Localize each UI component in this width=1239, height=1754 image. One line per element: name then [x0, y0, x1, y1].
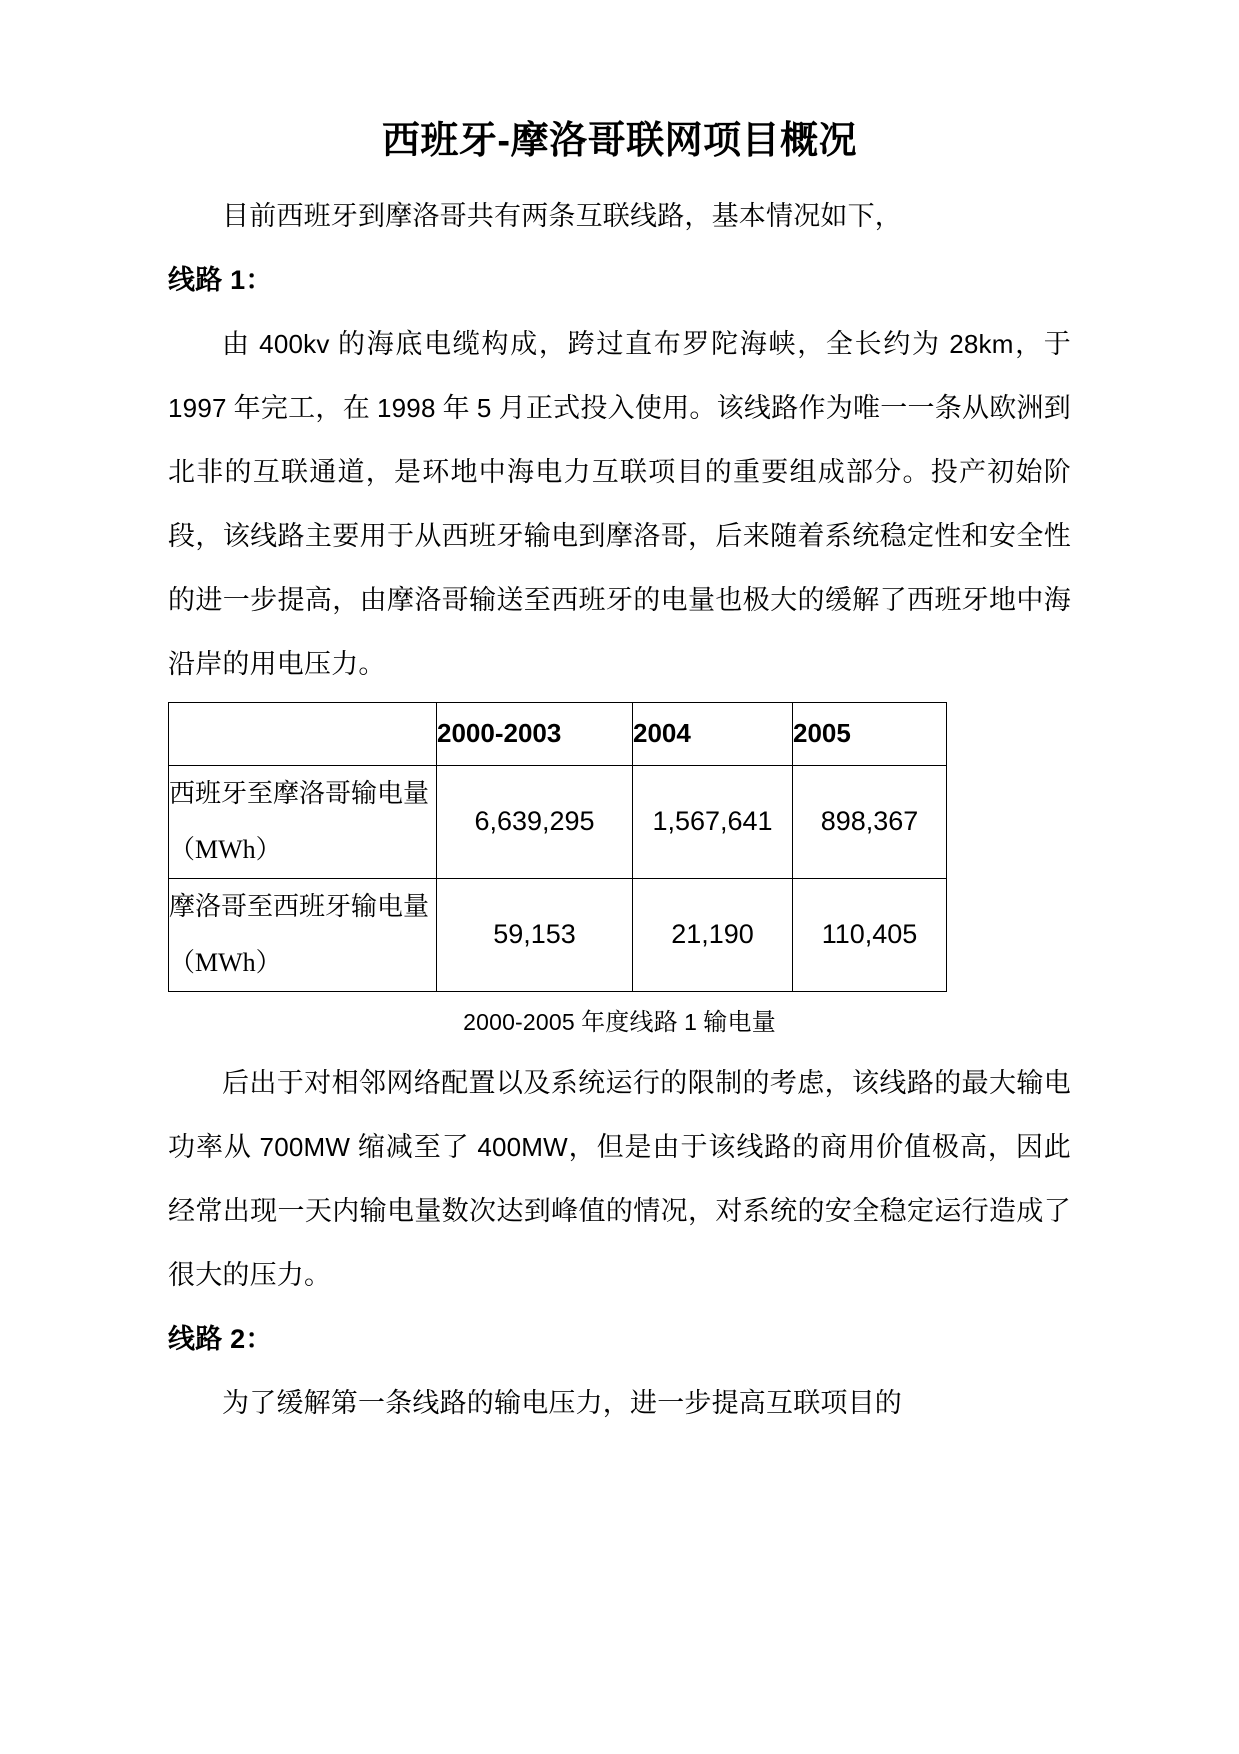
table-caption: 2000-2005 年度线路 1 输电量	[463, 1008, 776, 1036]
table-header-row	[169, 702, 947, 765]
section-1-paragraph: 由 400kv 的海底电缆构成，跨过直布罗陀海峡，全长约为 28km，于 1997 年完工，在 1998 年 5 月正式投入使用。该线路作为唯一一条从欧洲到北非的互联通道，是环地中海电力互联项目的重要组成部分。投产初始阶段，该线路主要用于从西班牙输电到摩洛哥，后来随着系统稳定性和安全性的进一步提高，由摩洛哥输送至西班牙的电量也极大的缓解了西班牙地中海沿岸的用电压力。	[168, 328, 1071, 679]
cell-spain-to-morocco-2004: 1,567,641	[633, 765, 793, 878]
section-heading-line-2: 线路 2：	[168, 1323, 273, 1354]
table-corner-cell	[169, 702, 437, 765]
page-title: 西班牙-摩洛哥联网项目概况	[381, 120, 858, 162]
transmission-table-wrapper	[168, 702, 1071, 992]
latin-run: 1	[684, 1008, 698, 1035]
cell-spain-to-morocco-2000-2003: 6,639,295	[437, 765, 633, 878]
latin-run: 700MW	[259, 1131, 351, 1162]
row-label-morocco-to-spain: 摩洛哥至西班牙输电量（MWh）	[169, 878, 437, 991]
table-row	[169, 765, 947, 878]
latin-run: 400MW	[477, 1131, 568, 1162]
section-2-paragraph: 为了缓解第一条线路的输电压力，进一步提高互联项目的	[222, 1387, 902, 1418]
cell-morocco-to-spain-2000-2003: 59,153	[437, 878, 633, 991]
latin-run: 2000-2005	[463, 1008, 575, 1035]
transmission-table	[168, 702, 947, 992]
latin-run: 28km	[949, 328, 1014, 359]
table-row	[169, 878, 947, 991]
latin-run: 400kv	[259, 328, 330, 359]
table-header-2005: 2005	[793, 702, 947, 765]
latin-run: 1997	[168, 392, 227, 423]
table-header-2000-2003: 2000-2003	[437, 702, 633, 765]
table-header-2004: 2004	[633, 702, 793, 765]
section-heading-line-1: 线路 1：	[168, 264, 273, 295]
cell-spain-to-morocco-2005: 898,367	[793, 765, 947, 878]
intro-paragraph: 目前西班牙到摩洛哥共有两条互联线路，基本情况如下，	[222, 200, 902, 231]
latin-run: 5	[476, 392, 492, 423]
latin-run: 1998	[376, 392, 436, 423]
row-label-spain-to-morocco: 西班牙至摩洛哥输电量（MWh）	[169, 765, 437, 878]
cell-morocco-to-spain-2005: 110,405	[793, 878, 947, 991]
cell-morocco-to-spain-2004: 21,190	[633, 878, 793, 991]
paragraph-after-table: 后出于对相邻网络配置以及系统运行的限制的考虑，该线路的最大输电功率从 700MW 缩减至了 400MW，但是由于该线路的商用价值极高，因此经常出现一天内输电量数次达到峰值的情况，对系统的安全稳定运行造成了很大的压力。	[168, 1067, 1071, 1290]
